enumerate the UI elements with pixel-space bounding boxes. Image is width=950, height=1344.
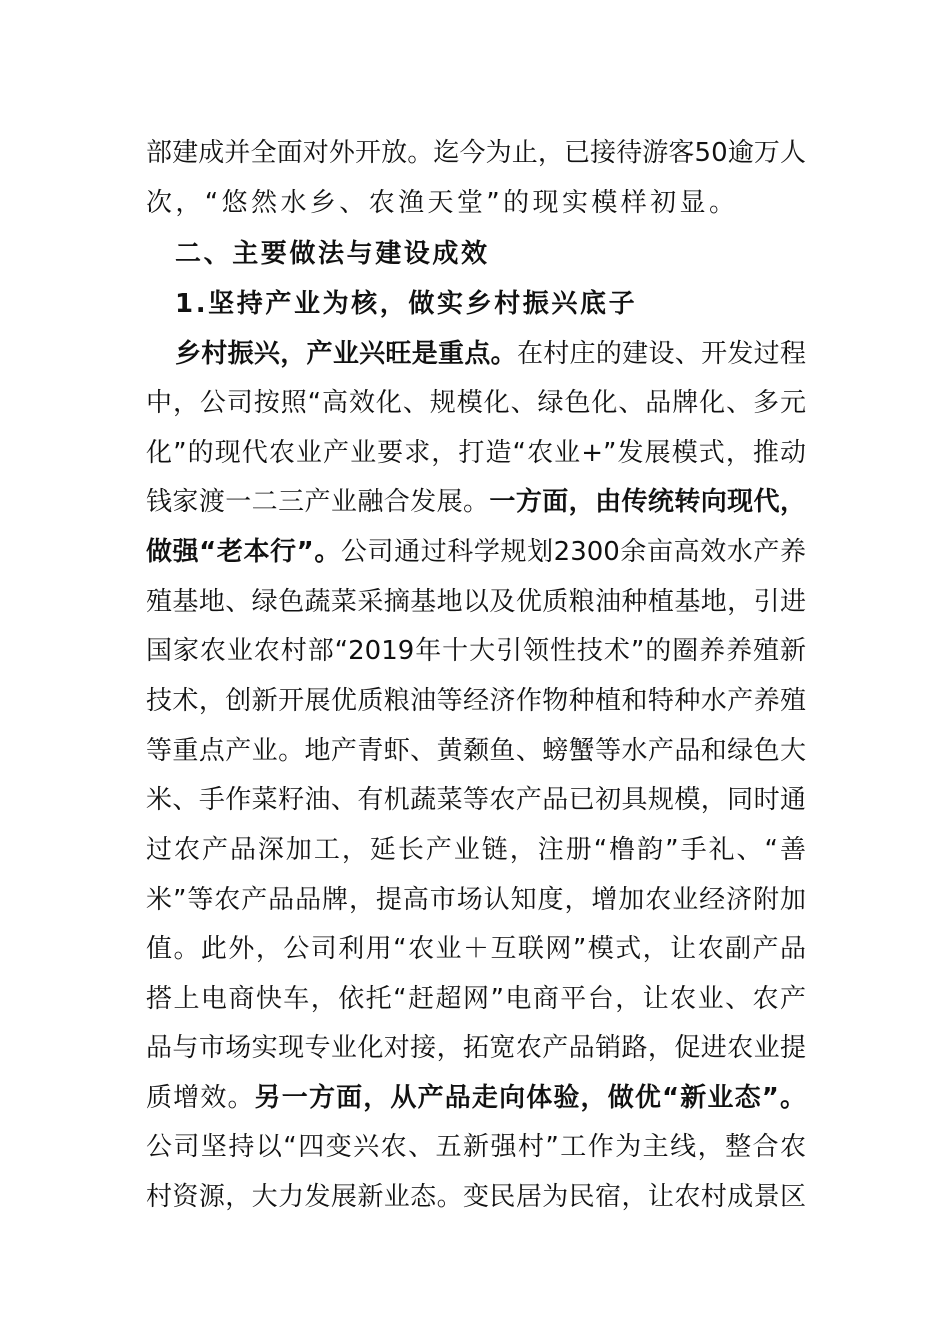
emphasis-text: 乡村振兴，产业兴旺是重点。 [175, 339, 517, 369]
paragraph-line: 质增效。另一方面，从产品走向体验，做优“新业态”。 [146, 1083, 806, 1113]
paragraph-line: 技术，创新开展优质粮油等经济作物种植和特种水产养殖 [146, 686, 806, 716]
paragraph-line: 米、手作菜籽油、有机蔬菜等农产品已初具规模，同时通 [146, 785, 806, 815]
paragraph-line: 国家农业农村部“2019年十大引领性技术”的圈养养殖新 [146, 636, 806, 666]
paragraph-line: 搭上电商快车，依托“赶超网”电商平台，让农业、农产 [146, 984, 806, 1014]
paragraph-line: 殖基地、绿色蔬菜采摘基地以及优质粮油种植基地，引进 [146, 587, 806, 617]
paragraph-line: 公司坚持以“四变兴农、五新强村”工作为主线，整合农 [146, 1132, 806, 1162]
emphasis-text: 另一方面，从产品走向体验，做优“新业态”。 [254, 1083, 806, 1113]
paragraph-line: 做强“老本行”。公司通过科学规划2300余亩高效水产养 [146, 537, 806, 567]
paragraph-line: 值。此外，公司利用“农业＋互联网”模式，让农副产品 [146, 934, 806, 964]
subsection-heading: 1.坚持产业为核，做实乡村振兴底子 [175, 289, 638, 319]
paragraph-line: 过农产品深加工，延长产业链，注册“橹韵”手礼、“善 [146, 835, 806, 865]
paragraph-line: 等重点产业。地产青虾、黄颡鱼、螃蟹等水产品和绿色大 [146, 736, 806, 766]
emphasis-text: 一方面，由传统转向现代， [489, 487, 806, 517]
paragraph-line: 次，“悠然水乡、农渔天堂”的现实模样初显。 [146, 188, 739, 218]
paragraph-line: 米”等农产品品牌，提高市场认知度，增加农业经济附加 [146, 885, 806, 915]
paragraph-line: 中，公司按照“高效化、规模化、绿色化、品牌化、多元 [146, 388, 806, 418]
section-heading: 二、主要做法与建设成效 [175, 239, 490, 269]
paragraph-line: 品与市场实现专业化对接，拓宽农产品销路，促进农业提 [146, 1033, 806, 1063]
paragraph-line: 村资源，大力发展新业态。变民居为民宿，让农村成景区 [146, 1182, 806, 1212]
paragraph-line: 化”的现代农业产业要求，打造“农业+”发展模式，推动 [146, 438, 806, 468]
paragraph-line: 乡村振兴，产业兴旺是重点。在村庄的建设、开发过程 [175, 339, 806, 369]
emphasis-text: 做强“老本行”。 [146, 537, 341, 567]
paragraph-line: 部建成并全面对外开放。迄今为止，已接待游客50逾万人 [146, 138, 806, 168]
paragraph-line: 钱家渡一二三产业融合发展。一方面，由传统转向现代， [146, 487, 806, 517]
